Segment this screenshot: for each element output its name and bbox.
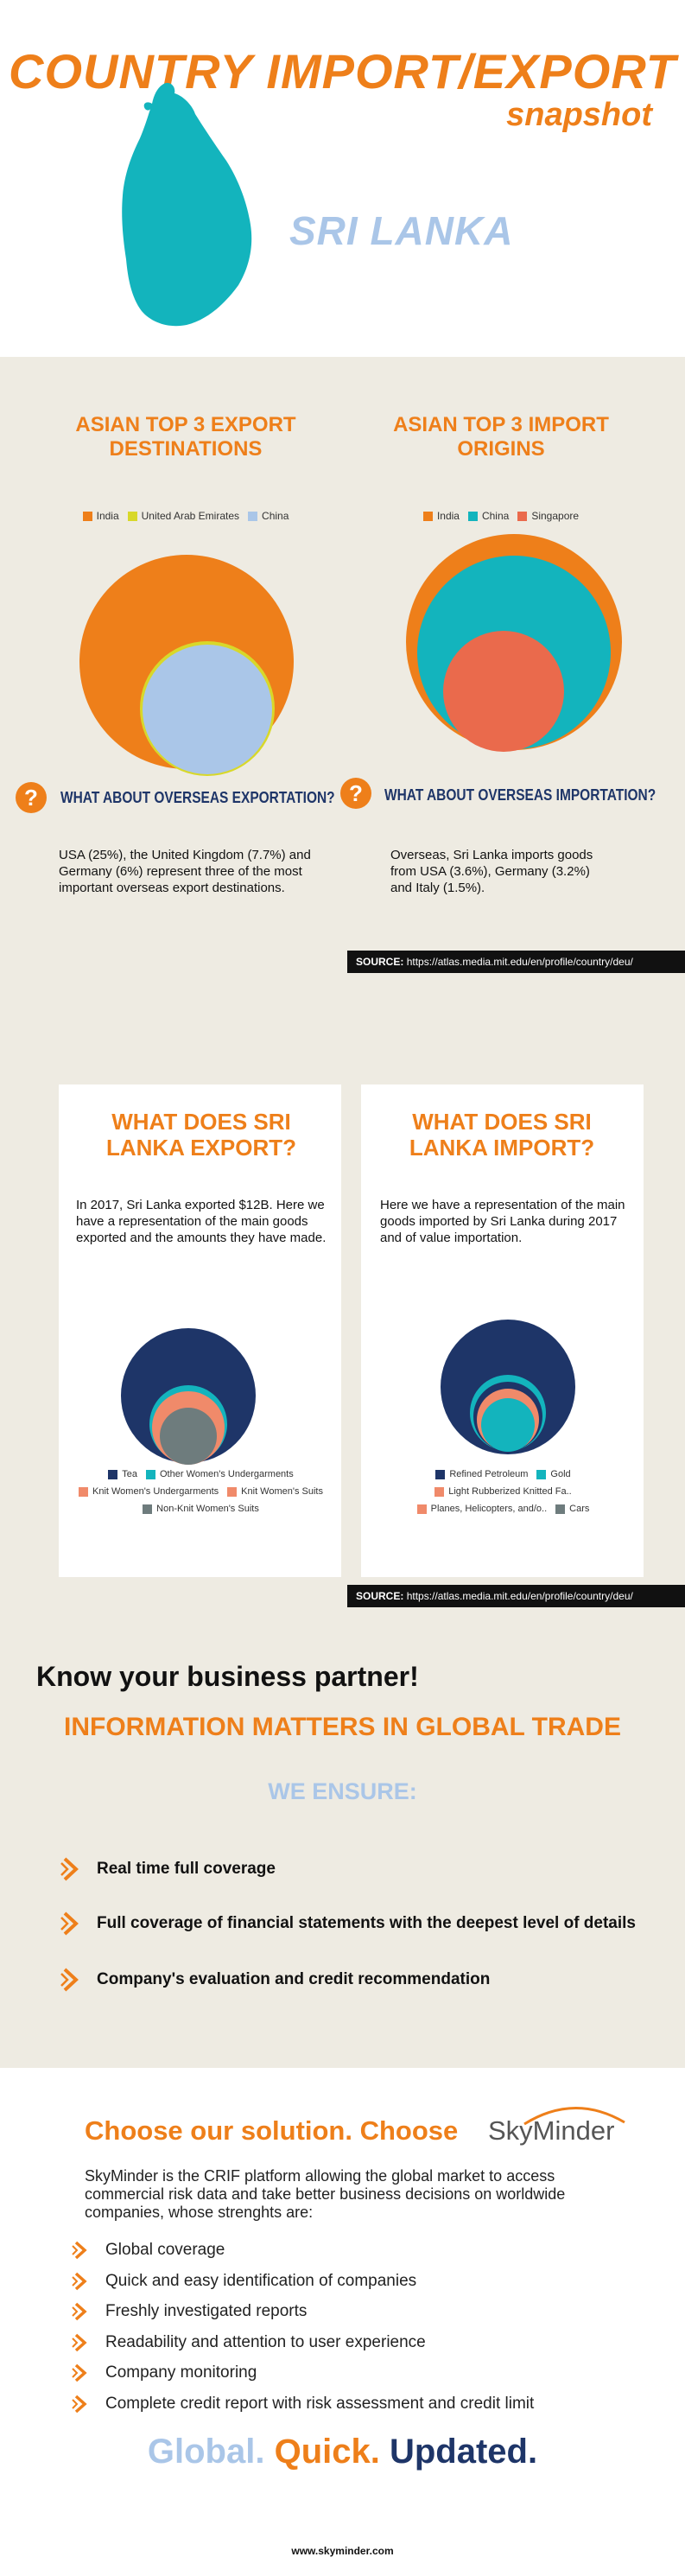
- export-destinations-heading: ASIAN TOP 3 EXPORT DESTINATIONS: [75, 413, 296, 461]
- bubble-singapore: [443, 631, 564, 752]
- main-title: COUNTRY IMPORT/EXPORT: [9, 44, 676, 99]
- strength-item: Readability and attention to user experience: [71, 2333, 426, 2352]
- export-goods-text: In 2017, Sri Lanka exported $12B. Here we have a representation of the main goods exported and the amounts they have made.: [76, 1198, 327, 1245]
- country-name: SRI LANKA: [289, 208, 514, 253]
- bubble-cars: [481, 1398, 535, 1452]
- legend-item: Light Rubberized Knitted Fa..: [434, 1486, 571, 1497]
- solution-title: Choose our solution. Choose: [85, 2115, 459, 2146]
- legend-item: United Arab Emirates: [128, 510, 239, 522]
- bubble-non-knit-suits: [160, 1408, 217, 1465]
- overseas-export-question: WHAT ABOUT OVERSEAS EXPORTATION?: [60, 789, 335, 806]
- chevron-right-icon: [71, 2333, 93, 2352]
- ensure-item: Real time full coverage: [59, 1856, 276, 1882]
- source-bar: SOURCE: https://atlas.media.mit.edu/en/profile/country/deu/: [347, 951, 685, 973]
- chevron-right-icon: [59, 1967, 85, 1993]
- legend-item: Planes, Helicopters, and/o..: [417, 1504, 548, 1514]
- chevron-right-icon: [71, 2272, 93, 2291]
- strength-item: Freshly investigated reports: [71, 2302, 307, 2321]
- ensure-item: Company's evaluation and credit recommendation: [59, 1967, 490, 1993]
- tagline: Global. Quick. Updated.: [147, 2433, 538, 2471]
- sri-lanka-map-icon: [112, 78, 268, 337]
- import-goods-text: Here we have a representation of the main goods imported by Sri Lanka during 2017 and of value importation.: [380, 1198, 625, 1245]
- chevron-right-icon: [59, 1911, 85, 1937]
- overseas-import-text: Overseas, Sri Lanka imports goods from USA (3.6%), Germany (3.2%) and Italy (1.5%).: [390, 848, 593, 895]
- legend-item: Non-Knit Women's Suits: [143, 1504, 259, 1514]
- partner-subtitle: INFORMATION MATTERS IN GLOBAL TRADE: [64, 1713, 621, 1741]
- export-goods-bubble-chart: [112, 1326, 268, 1465]
- ensure-heading: WE ENSURE:: [268, 1778, 417, 1804]
- legend-item: Refined Petroleum: [435, 1469, 528, 1479]
- ensure-item: Full coverage of financial statements with the deepest level of details: [59, 1911, 636, 1937]
- legend-item: Other Women's Undergarments: [146, 1469, 294, 1479]
- subtitle: snapshot: [506, 97, 652, 133]
- source-bar: SOURCE: https://atlas.media.mit.edu/en/profile/country/deu/: [347, 1585, 685, 1607]
- import-goods-heading: WHAT DOES SRI LANKA IMPORT?: [409, 1109, 595, 1161]
- legend-item: India: [423, 510, 460, 522]
- legend-item: Knit Women's Suits: [227, 1486, 323, 1497]
- strength-item: Quick and easy identification of companies: [71, 2272, 416, 2291]
- import-goods-bubble-chart: [432, 1318, 587, 1456]
- export-goods-heading: WHAT DOES SRI LANKA EXPORT?: [105, 1109, 297, 1161]
- bubble-china: [143, 645, 272, 774]
- strength-item: Complete credit report with risk assessment and credit limit: [71, 2395, 534, 2414]
- legend-item: Knit Women's Undergarments: [79, 1486, 219, 1497]
- chevron-right-icon: [59, 1856, 85, 1882]
- import-goods-legend: [371, 1469, 635, 1514]
- import-origins-legend: [380, 510, 622, 522]
- import-origins-bubble-chart: [402, 531, 626, 756]
- legend-item: India: [83, 510, 119, 522]
- legend-item: China: [468, 510, 509, 522]
- solution-description: SkyMinder is the CRIF platform allowing the global market to access commercial risk data and take better business decisions on worldwide companies, whose strenghts are:: [85, 2167, 566, 2221]
- website-link[interactable]: www.skyminder.com: [291, 2545, 394, 2557]
- chevron-right-icon: [71, 2302, 93, 2321]
- chevron-right-icon: [71, 2241, 93, 2260]
- partner-title: Know your business partner!: [36, 1661, 419, 1692]
- strength-item: Global coverage: [71, 2241, 225, 2260]
- legend-item: Gold: [536, 1469, 570, 1479]
- import-origins-heading: ASIAN TOP 3 IMPORT ORIGINS: [393, 413, 609, 461]
- strength-item: Company monitoring: [71, 2363, 257, 2382]
- source-link[interactable]: https://atlas.media.mit.edu/en/profile/country/deu/: [406, 956, 633, 968]
- question-icon: ?: [340, 778, 371, 809]
- export-destinations-bubble-chart: [78, 553, 302, 778]
- legend-item: Tea: [108, 1469, 137, 1479]
- skyminder-logo: SkyMinder: [488, 2100, 626, 2147]
- chevron-right-icon: [71, 2395, 93, 2414]
- export-destinations-legend: [60, 510, 311, 522]
- question-icon: ?: [16, 782, 47, 813]
- legend-item: China: [248, 510, 289, 522]
- chevron-right-icon: [71, 2363, 93, 2382]
- legend-item: Singapore: [517, 510, 579, 522]
- overseas-export-text: USA (25%), the United Kingdom (7.7%) and Germany (6%) represent three of the most important overseas export destinations.: [59, 848, 311, 895]
- legend-item: Cars: [555, 1504, 589, 1514]
- overseas-import-question: WHAT ABOUT OVERSEAS IMPORTATION?: [384, 786, 656, 804]
- export-goods-legend: [69, 1469, 333, 1514]
- source-link[interactable]: https://atlas.media.mit.edu/en/profile/country/deu/: [406, 1590, 633, 1602]
